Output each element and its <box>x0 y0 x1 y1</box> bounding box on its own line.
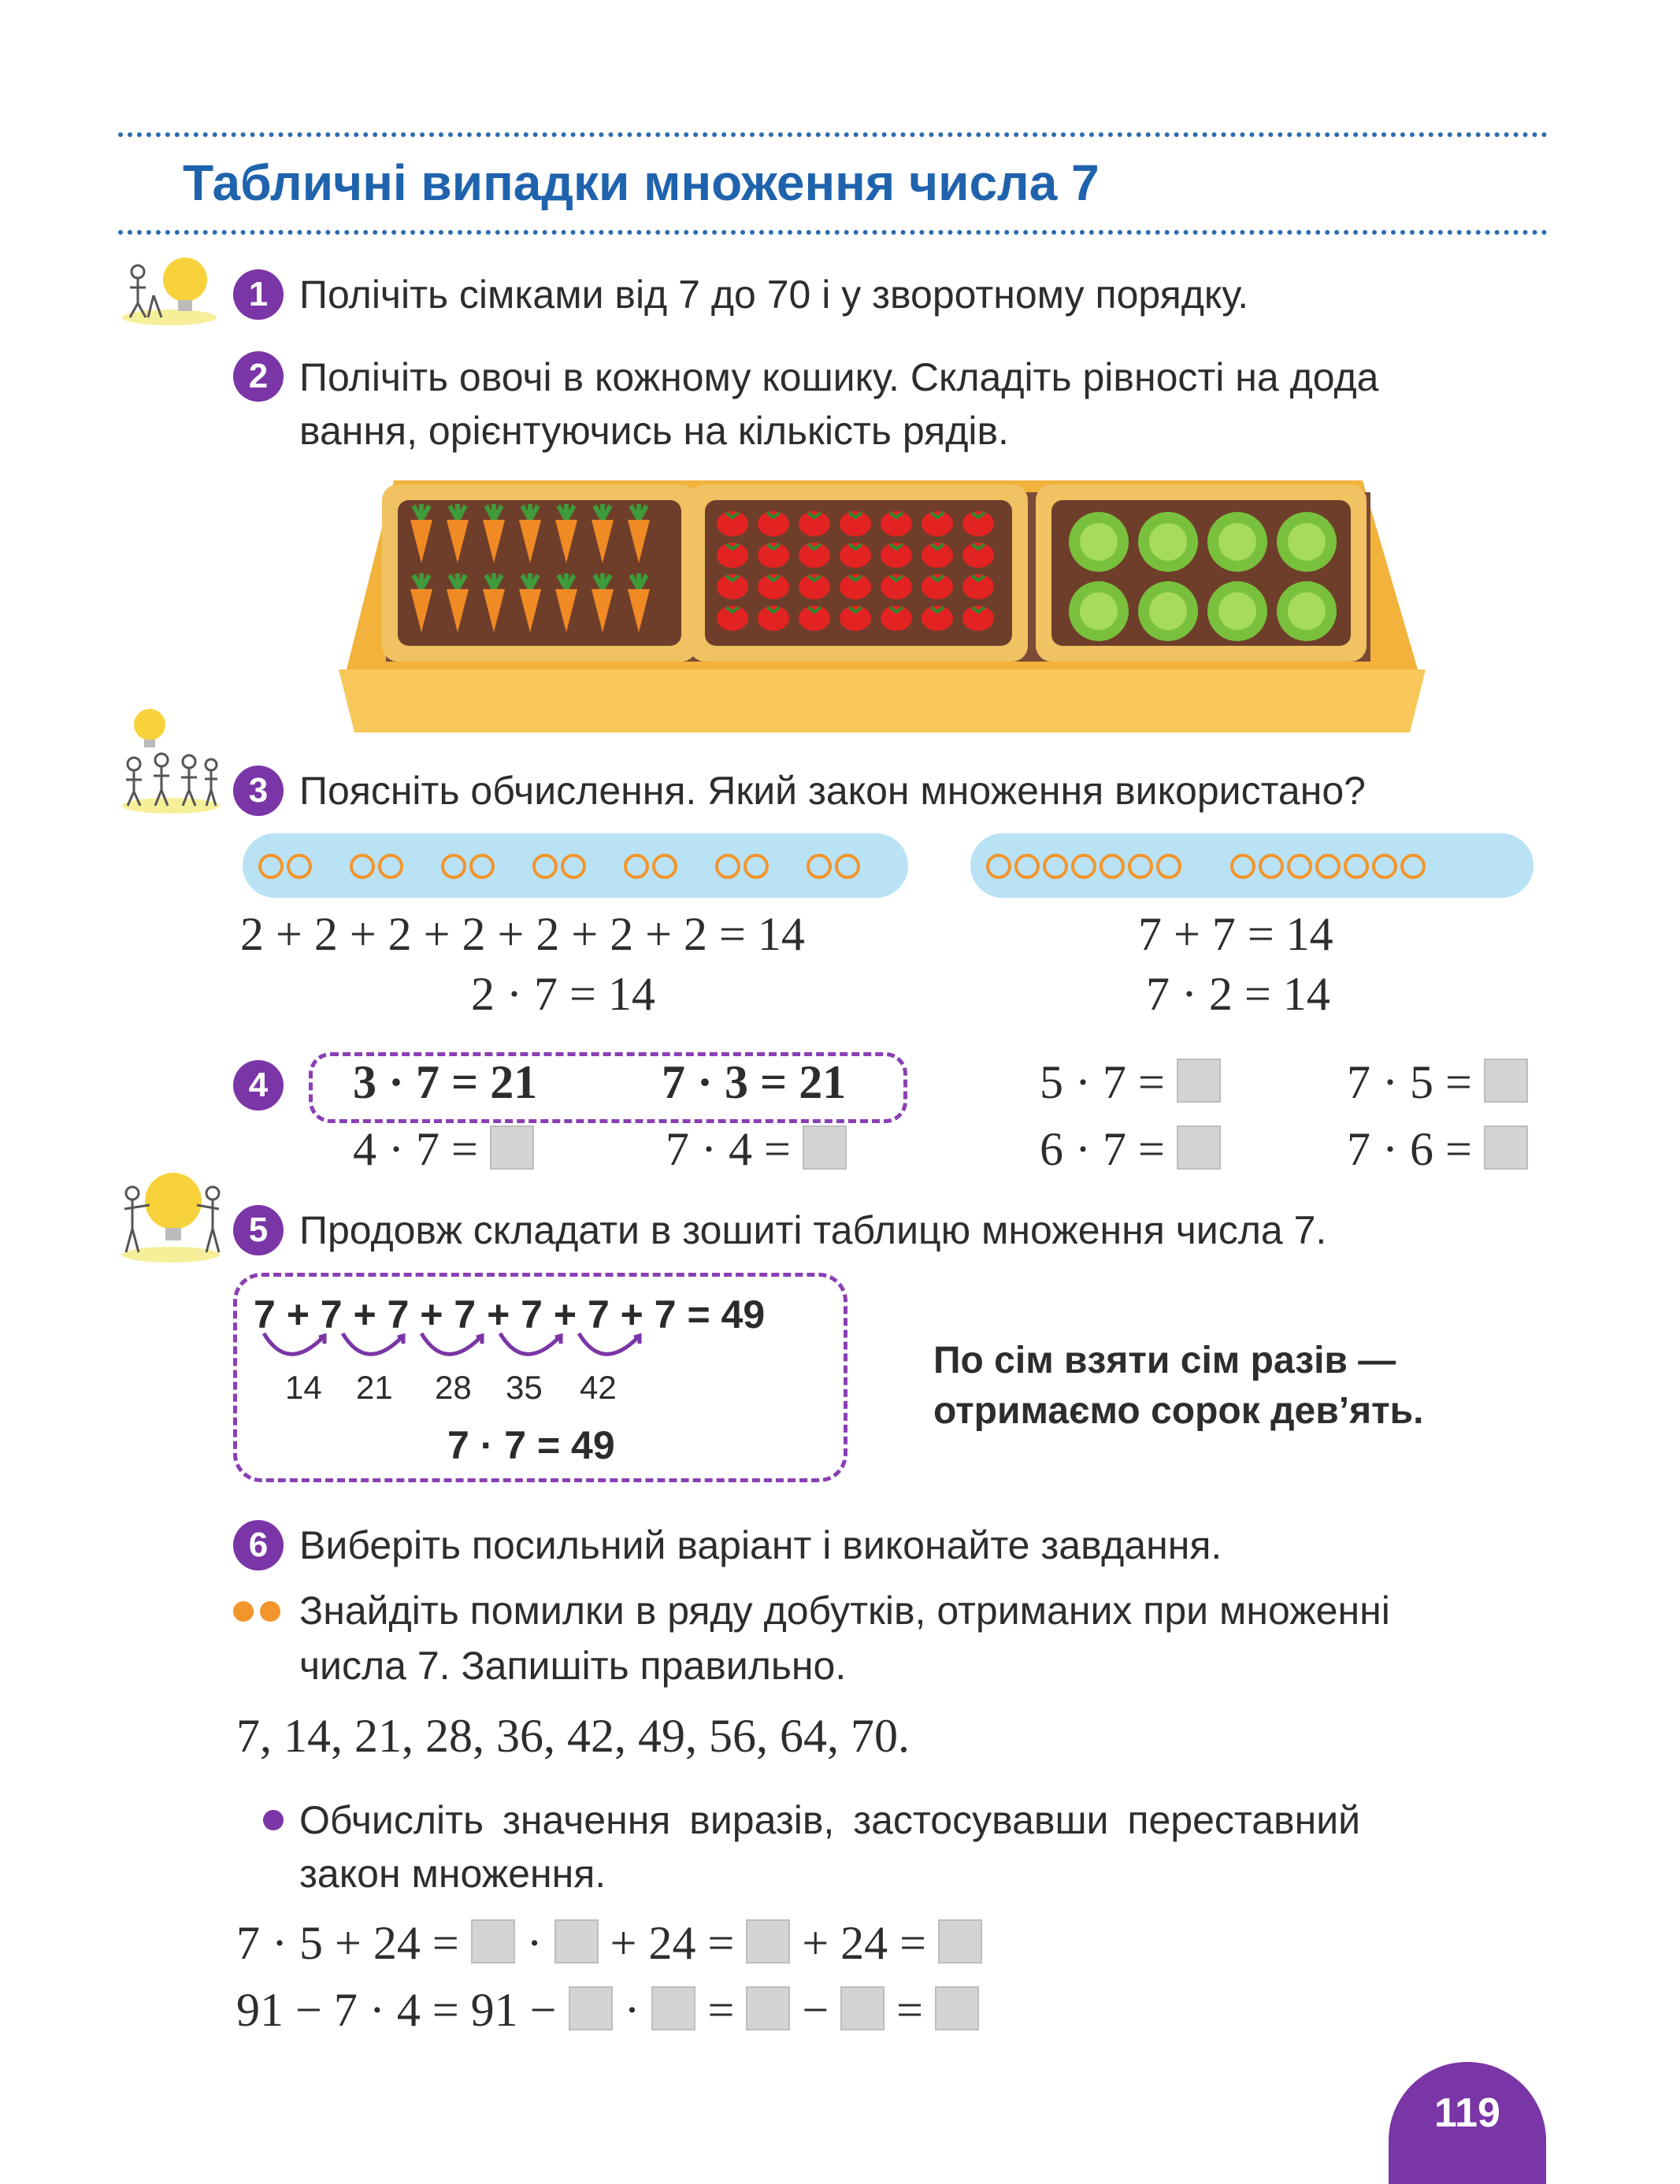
tomato <box>799 543 830 568</box>
cabbage <box>1277 581 1337 641</box>
answer-box[interactable] <box>651 1986 695 2030</box>
task-1-text: Полічіть сімками від 7 до 70 і у зворотному порядку. <box>299 273 1249 317</box>
answer-box[interactable] <box>1484 1125 1528 1170</box>
answer-box[interactable] <box>554 1919 599 1963</box>
rhyme-line2: отримаємо сорок дев’ять. <box>933 1390 1424 1432</box>
sum-of-sevens: 7 + 7 = 14 <box>1138 908 1333 960</box>
counting-dot <box>1071 854 1096 879</box>
cabbage <box>1138 581 1198 641</box>
task-2-text-line1: Полічіть овочі в кожному кошику. Складіть рівності на дода <box>299 355 1379 399</box>
expr-7x4: 7 · 4 = <box>666 1122 847 1177</box>
counting-dot <box>1400 854 1426 879</box>
counting-dot <box>835 854 860 879</box>
answer-box[interactable] <box>803 1125 847 1170</box>
partial-sum: 42 <box>580 1369 617 1406</box>
tomato <box>717 511 748 536</box>
option-a-line1: Знайдіть помилки в ряду добутків, отриманих при множенні <box>299 1589 1390 1633</box>
dot-groups-pairs <box>243 833 908 898</box>
counting-dot <box>378 854 403 879</box>
counting-dot <box>1315 854 1341 879</box>
tomato <box>758 543 789 568</box>
answer-box[interactable] <box>935 1986 979 2030</box>
counting-dot <box>1014 854 1040 879</box>
counting-dot <box>561 854 586 879</box>
option-b-line1: Обчисліть значення виразів, застосувавши переставний <box>299 1798 1361 1842</box>
task-number-badge: 6 <box>233 1520 284 1570</box>
counting-dot <box>1100 854 1125 879</box>
tomato <box>881 606 912 631</box>
answer-box[interactable] <box>840 1986 885 2030</box>
task-number-badge: 3 <box>233 766 284 816</box>
expr-4x7: 4 · 7 = <box>353 1122 534 1177</box>
tomato <box>962 511 994 536</box>
counting-dot <box>441 854 466 879</box>
counting-dot <box>986 854 1011 879</box>
counting-dot <box>1043 854 1068 879</box>
lightbulb-pair-icon <box>118 1162 224 1264</box>
partial-sum: 28 <box>435 1369 472 1406</box>
counting-dot <box>1372 854 1397 879</box>
tomato <box>840 511 871 536</box>
answer-box[interactable] <box>1177 1059 1221 1103</box>
cabbage <box>1069 512 1129 572</box>
sum-of-sevens-49: 7 + 7 + 7 + 7 + 7 + 7 + 7 = 49 <box>254 1292 766 1337</box>
tomato <box>799 574 830 599</box>
rhyme-line1: По сім взяти сім разів — <box>933 1340 1396 1381</box>
expr-7x6: 7 · 6 = <box>1347 1122 1528 1177</box>
counting-dot <box>715 854 740 879</box>
difficulty-dot <box>233 1601 254 1622</box>
counting-dot <box>350 854 375 879</box>
partial-sum: 21 <box>356 1369 393 1406</box>
difficulty-dot <box>260 1601 280 1622</box>
tomato <box>717 543 748 568</box>
counting-dot <box>1259 854 1284 879</box>
counting-dot <box>1287 854 1312 879</box>
counting-dot <box>807 854 832 879</box>
tomato <box>758 606 789 631</box>
tomato <box>922 511 953 536</box>
tomato <box>881 574 912 599</box>
counting-dot <box>532 854 558 879</box>
lightbulb-group-icon <box>118 705 224 815</box>
cabbage <box>1207 512 1267 572</box>
tomato <box>962 574 994 599</box>
expr-6x7: 6 · 7 = <box>1040 1122 1221 1177</box>
counting-dot <box>1344 854 1369 879</box>
counting-dot <box>1230 854 1255 879</box>
tomato <box>881 511 912 536</box>
tomato <box>758 511 789 536</box>
answer-box[interactable] <box>746 1919 790 1963</box>
product-seven-two: 7 · 2 = 14 <box>1146 968 1330 1020</box>
expr-7x5: 7 · 5 = <box>1347 1055 1528 1110</box>
counting-dot <box>1156 854 1181 879</box>
tomato <box>840 574 871 599</box>
option-a-line2: числа 7. Запишіть правильно. <box>299 1644 847 1688</box>
lightbulb-people-icon <box>118 248 221 327</box>
expr-5x7: 5 · 7 = <box>1040 1055 1221 1110</box>
top-dotted-rule <box>118 132 1548 137</box>
expression-1: 7 · 5 + 24 = · + 24 = + 24 = <box>236 1916 982 1971</box>
vegetable-basket-illustration <box>339 473 1426 732</box>
task-3-text: Поясніть обчислення. Який закон множення використано? <box>299 769 1366 813</box>
task-number-badge: 2 <box>233 351 284 402</box>
product-two-seven: 2 · 7 = 14 <box>471 968 655 1020</box>
cabbage <box>1138 512 1198 572</box>
cabbage <box>1069 581 1129 641</box>
product-seven-seven: 7 · 7 = 49 <box>447 1423 615 1467</box>
page-title: Табличні випадки множення числа 7 <box>183 154 1100 211</box>
sum-of-twos: 2 + 2 + 2 + 2 + 2 + 2 + 2 = 14 <box>240 908 805 960</box>
partial-sum: 14 <box>285 1369 322 1406</box>
tomato <box>840 543 871 568</box>
counting-dot <box>624 854 649 879</box>
task-number-badge: 1 <box>233 269 284 320</box>
answer-box[interactable] <box>746 1986 790 2030</box>
task-2-text-line2: вання, орієнтуючись на кількість рядів. <box>299 409 1009 453</box>
counting-dot <box>469 854 495 879</box>
answer-box[interactable] <box>569 1986 613 2030</box>
task-6-text: Виберіть посильний варіант і виконайте завдання. <box>299 1523 1222 1567</box>
tomato <box>717 606 748 631</box>
option-b-line2: закон множення. <box>299 1852 606 1896</box>
tomato <box>922 606 953 631</box>
task-5-text: Продовж складати в зошиті таблицю множення числа 7. <box>299 1208 1327 1252</box>
task-number-badge: 4 <box>233 1060 284 1111</box>
bottom-dotted-rule <box>118 230 1548 235</box>
tomato <box>758 574 789 599</box>
products-sequence: 7, 14, 21, 28, 36, 42, 49, 56, 64, 70. <box>236 1710 910 1762</box>
tomato <box>840 606 871 631</box>
example-7x3: 7 · 3 = 21 <box>662 1056 847 1108</box>
answer-box[interactable] <box>471 1919 515 1963</box>
tomato <box>799 511 830 536</box>
counting-dot <box>744 854 769 879</box>
dot-groups-sevens <box>970 833 1534 898</box>
answer-box[interactable] <box>938 1919 982 1963</box>
tomato <box>799 606 830 631</box>
answer-box[interactable] <box>490 1125 534 1170</box>
tomato <box>881 543 912 568</box>
difficulty-dot <box>263 1810 284 1830</box>
answer-box[interactable] <box>1177 1125 1221 1170</box>
tomato <box>962 543 994 568</box>
counting-dot <box>652 854 677 879</box>
answer-box[interactable] <box>1484 1059 1528 1103</box>
counting-dot <box>1128 854 1153 879</box>
tomato <box>717 574 748 599</box>
partial-sum: 35 <box>506 1369 543 1406</box>
counting-dot <box>287 854 312 879</box>
tomato <box>922 543 953 568</box>
cabbage <box>1207 581 1267 641</box>
page-number: 119 <box>1389 2062 1546 2184</box>
expression-2: 91 − 7 · 4 = 91 − · = − = <box>236 1983 979 2038</box>
jump-arcs <box>260 1329 654 1369</box>
tomato <box>962 606 994 631</box>
task-number-badge: 5 <box>233 1205 284 1255</box>
counting-dot <box>258 854 284 879</box>
tomato <box>922 574 953 599</box>
example-3x7: 3 · 7 = 21 <box>353 1056 538 1108</box>
cabbage <box>1277 512 1337 572</box>
